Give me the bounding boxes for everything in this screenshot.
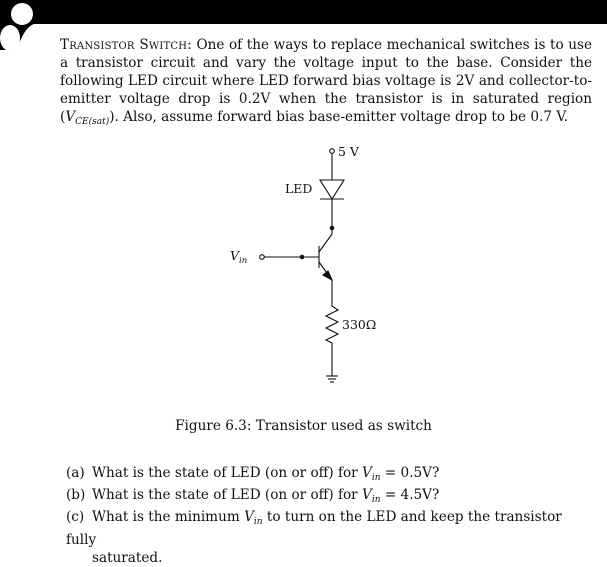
collector-junction-dot <box>330 226 335 231</box>
led-label: LED <box>285 181 313 196</box>
question-b-var: V <box>362 487 372 503</box>
top-bar <box>0 0 607 24</box>
problem-text-end: ). Also, assume forward bias base-emitter voltage drop to be 0.7 V. <box>109 109 569 125</box>
question-c-label: (c) <box>66 509 85 525</box>
question-a-label: (a) <box>66 465 85 481</box>
question-c-text: What is the minimum <box>92 509 240 525</box>
question-c-continuation: saturated. <box>92 550 163 566</box>
question-b-sub: in <box>371 495 381 505</box>
question-c <box>66 508 594 567</box>
base-junction-dot <box>300 255 305 260</box>
question-c-text-end: to turn on the LED and keep the transistor fully <box>66 509 562 548</box>
question-a-var: V <box>362 465 372 481</box>
circuit-diagram <box>220 140 400 390</box>
resistor-symbol <box>326 306 338 343</box>
question-b-value: = 4.5V? <box>384 487 440 503</box>
resistor-label: 330Ω <box>342 317 377 332</box>
question-c-var: V <box>244 509 254 525</box>
vce-subscript: CE(sat) <box>75 117 110 127</box>
vin-label: $V_{in}$ <box>230 248 248 266</box>
page-corner-shape <box>0 0 44 50</box>
question-b-label: (b) <box>66 487 86 503</box>
question-a-value: = 0.5V? <box>384 465 440 481</box>
supply-terminal <box>330 149 335 154</box>
question-b-text: What is the state of LED (on or off) for <box>92 487 358 503</box>
question-a <box>66 464 594 487</box>
question-a-sub: in <box>371 473 381 483</box>
question-a-text: What is the state of LED (on or off) for <box>92 465 358 481</box>
vin-terminal <box>260 255 265 260</box>
ground-symbol <box>326 376 338 382</box>
npn-transistor-symbol <box>319 234 332 280</box>
question-c-sub: in <box>253 517 263 527</box>
problem-statement <box>60 36 592 131</box>
led-diode-symbol <box>320 180 344 199</box>
question-b <box>66 486 594 509</box>
figure-caption: Figure 6.3: Transistor used as switch <box>175 418 432 434</box>
problem-title: Transistor Switch: <box>60 37 192 53</box>
problem-text: One of the ways to replace mechanical switches is to use a transistor circuit and vary the voltage input to the base. Consider the following LED circuit where LED forward bias voltage is 2V and collector-to-emitter voltage drop is 0.2V when the transistor is in saturated region ( <box>60 37 592 125</box>
vce-symbol: V <box>65 109 76 125</box>
supply-label: 5 V <box>338 144 359 159</box>
